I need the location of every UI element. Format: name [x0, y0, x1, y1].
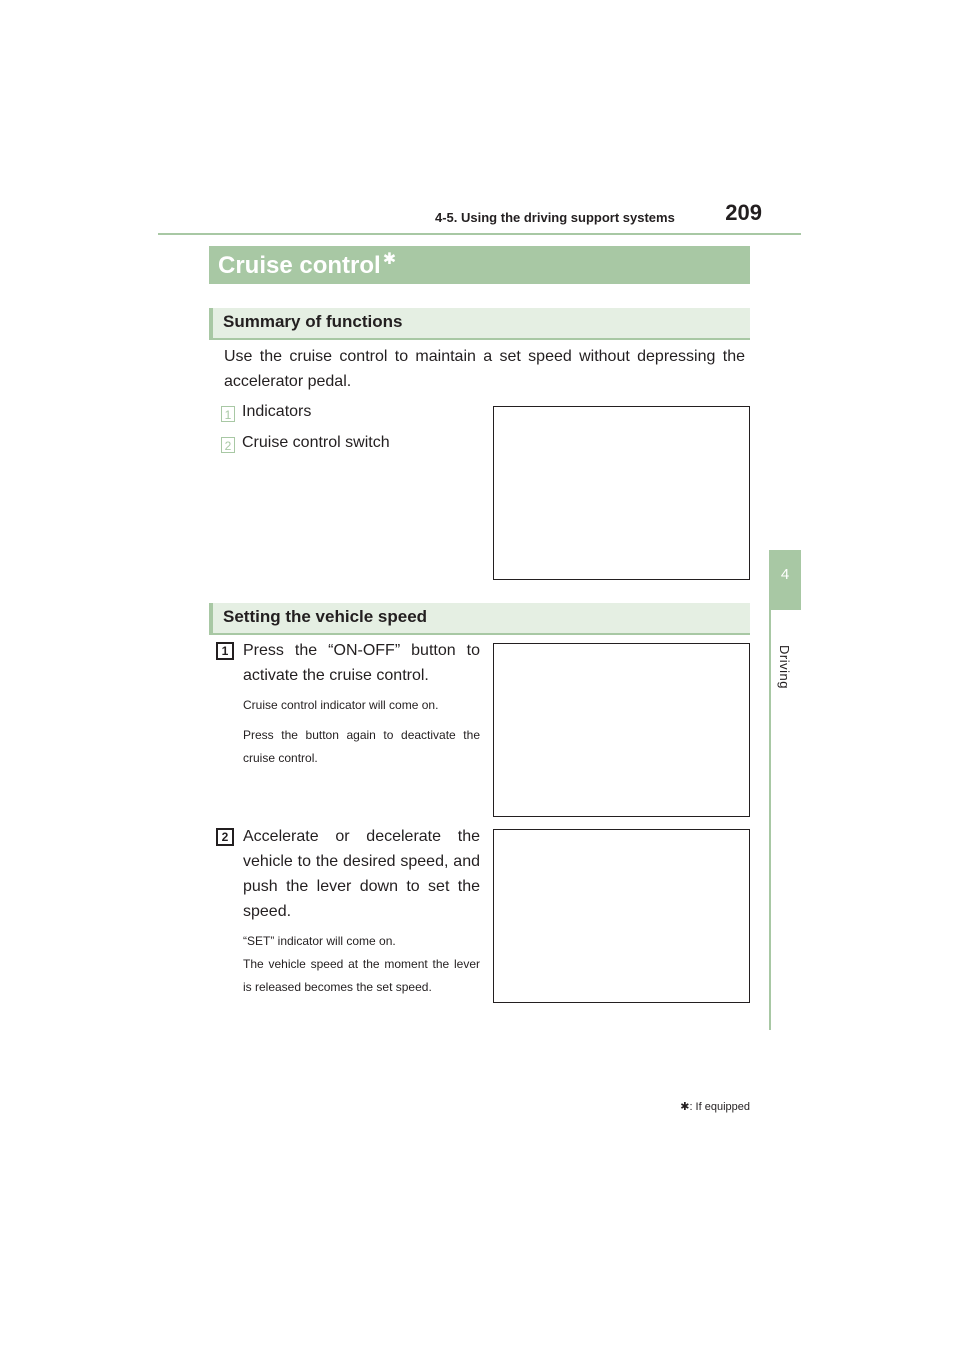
illustration-step-2 — [493, 829, 750, 1003]
step-2-note-1: “SET” indicator will come on. — [243, 934, 396, 948]
callout-label-indicators: Indicators — [242, 403, 312, 420]
chapter-tab-rule — [769, 610, 771, 1030]
illustration-summary — [493, 406, 750, 580]
step-2-text: Accelerate or decelerate the vehicle to the desired speed, and push the lever down to set the speed. — [243, 828, 480, 920]
step-2-note-2: The vehicle speed at the moment the lever is released becomes the set speed. — [243, 957, 480, 994]
illustration-step-1 — [493, 643, 750, 817]
footnote-marker: ✱ — [680, 1101, 690, 1113]
footnote — [600, 1100, 750, 1113]
step-1-note-2: Press the button again to deactivate the cruise control. — [243, 728, 480, 765]
step-number-1: 1 — [216, 642, 234, 660]
section-heading-setting: Setting the vehicle speed — [223, 607, 428, 626]
chapter-tab-label — [773, 645, 797, 715]
running-header-section: 4-5. Using the driving support systems — [435, 210, 675, 225]
page-number: 209 — [725, 200, 762, 225]
page-title — [218, 249, 396, 280]
summary-intro: Use the cruise control to maintain a set speed without depressing the accelerator pedal. — [224, 348, 745, 390]
page-title-text: Cruise control — [218, 252, 381, 279]
footnote-text: : If equipped — [689, 1101, 750, 1113]
step-number-2: 2 — [216, 828, 234, 846]
chapter-tab-number: 4 — [780, 566, 790, 583]
section-accent-setting — [209, 603, 213, 635]
if-equipped-marker: ✱ — [382, 251, 397, 268]
step-1-text: Press the “ON-OFF” button to activate the cruise control. — [243, 642, 480, 684]
step-1-note-1: Cruise control indicator will come on. — [243, 698, 439, 712]
callout-label-switch: Cruise control switch — [242, 434, 390, 451]
callout-number-1: 1 — [221, 406, 235, 422]
chapter-tab-label-text: Driving — [777, 645, 792, 689]
callout-number-2: 2 — [221, 437, 235, 453]
header-rule — [158, 233, 801, 235]
section-accent-summary — [209, 308, 213, 340]
section-heading-summary: Summary of functions — [223, 312, 403, 331]
